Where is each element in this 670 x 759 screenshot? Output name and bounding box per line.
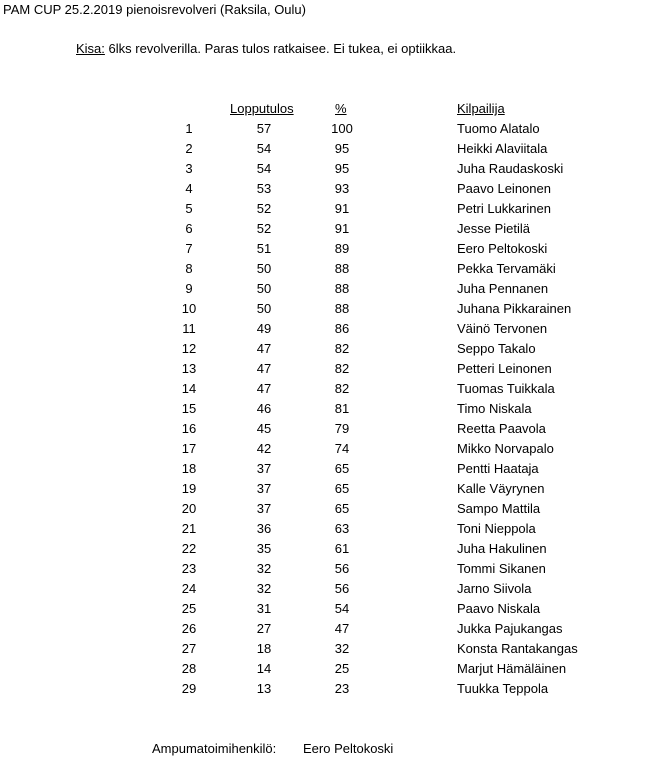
competitor-cell: Heikki Alaviitala <box>457 141 548 156</box>
percent-cell: 65 <box>334 461 350 476</box>
results-table <box>0 121 670 701</box>
rank-cell: 1 <box>185 121 193 136</box>
percent-cell: 74 <box>334 441 350 456</box>
page-title: PAM CUP 25.2.2019 pienoisrevolveri (Raksila, Oulu) <box>3 2 306 17</box>
competitor-cell: Tuukka Teppola <box>457 681 549 696</box>
range-officer-name: Eero Peltokoski <box>303 741 394 756</box>
competitor-cell: Reetta Paavola <box>457 421 546 436</box>
table-row <box>0 361 670 381</box>
competition-info-label: Kisa: <box>76 41 105 56</box>
competitor-cell: Sampo Mattila <box>457 501 541 516</box>
percent-cell: 47 <box>334 621 350 636</box>
table-row <box>0 581 670 601</box>
table-row <box>0 601 670 621</box>
score-cell: 50 <box>256 281 272 296</box>
rank-cell: 29 <box>181 681 197 696</box>
rank-cell: 8 <box>185 261 193 276</box>
competitor-cell: Timo Niskala <box>457 401 532 416</box>
competitor-cell: Marjut Hämäläinen <box>457 661 567 676</box>
competitor-cell: Tuomas Tuikkala <box>457 381 555 396</box>
table-row <box>0 241 670 261</box>
table-row <box>0 381 670 401</box>
score-cell: 37 <box>256 461 272 476</box>
table-row <box>0 521 670 541</box>
table-row <box>0 541 670 561</box>
percent-cell: 82 <box>334 361 350 376</box>
percent-cell: 54 <box>334 601 350 616</box>
table-row <box>0 481 670 501</box>
table-row <box>0 661 670 681</box>
competitor-cell: Juha Hakulinen <box>457 541 547 556</box>
competitor-cell: Väinö Tervonen <box>457 321 548 336</box>
percent-cell: 56 <box>334 581 350 596</box>
score-cell: 45 <box>256 421 272 436</box>
competitor-cell: Pekka Tervamäki <box>457 261 556 276</box>
score-cell: 47 <box>256 341 272 356</box>
rank-cell: 3 <box>185 161 193 176</box>
table-row <box>0 341 670 361</box>
percent-cell: 82 <box>334 381 350 396</box>
score-cell: 18 <box>256 641 272 656</box>
score-cell: 50 <box>256 301 272 316</box>
range-officer-label: Ampumatoimihenkilö: <box>152 741 277 756</box>
rank-cell: 12 <box>181 341 197 356</box>
score-cell: 50 <box>256 261 272 276</box>
table-row <box>0 181 670 201</box>
competitor-cell: Mikko Norvapalo <box>457 441 554 456</box>
rank-cell: 15 <box>181 401 197 416</box>
rank-cell: 27 <box>181 641 197 656</box>
rank-cell: 19 <box>181 481 197 496</box>
rank-cell: 11 <box>182 321 196 336</box>
rank-cell: 4 <box>185 181 193 196</box>
rank-cell: 28 <box>181 661 197 676</box>
percent-cell: 95 <box>334 161 350 176</box>
rank-cell: 9 <box>185 281 193 296</box>
percent-cell: 86 <box>334 321 350 336</box>
percent-cell: 63 <box>334 521 350 536</box>
table-row <box>0 301 670 321</box>
table-row <box>0 201 670 221</box>
score-cell: 47 <box>256 361 272 376</box>
score-cell: 37 <box>256 481 272 496</box>
percent-cell: 65 <box>334 481 350 496</box>
rank-cell: 20 <box>181 501 197 516</box>
header-score: Lopputulos <box>230 101 294 116</box>
percent-cell: 23 <box>334 681 350 696</box>
percent-cell: 93 <box>334 181 350 196</box>
percent-cell: 61 <box>334 541 350 556</box>
score-cell: 51 <box>256 241 272 256</box>
score-cell: 49 <box>256 321 272 336</box>
rank-cell: 22 <box>181 541 197 556</box>
competitor-cell: Toni Nieppola <box>457 521 536 536</box>
rank-cell: 18 <box>181 461 197 476</box>
score-cell: 57 <box>256 121 272 136</box>
rank-cell: 17 <box>181 441 197 456</box>
table-row <box>0 401 670 421</box>
rank-cell: 13 <box>181 361 197 376</box>
score-cell: 35 <box>256 541 272 556</box>
percent-cell: 25 <box>334 661 350 676</box>
percent-cell: 100 <box>331 121 353 136</box>
competitor-cell: Petri Lukkarinen <box>457 201 551 216</box>
rank-cell: 26 <box>181 621 197 636</box>
competitor-cell: Juha Pennanen <box>457 281 549 296</box>
table-row <box>0 421 670 441</box>
percent-cell: 89 <box>334 241 350 256</box>
competitor-cell: Jesse Pietilä <box>457 221 530 236</box>
score-cell: 27 <box>256 621 272 636</box>
percent-cell: 81 <box>334 401 350 416</box>
score-cell: 36 <box>256 521 272 536</box>
score-cell: 32 <box>256 561 272 576</box>
rank-cell: 14 <box>181 381 197 396</box>
table-row <box>0 681 670 701</box>
table-row <box>0 161 670 181</box>
competitor-cell: Paavo Niskala <box>457 601 541 616</box>
rank-cell: 16 <box>181 421 197 436</box>
table-row <box>0 641 670 661</box>
competitor-cell: Jukka Pajukangas <box>457 621 563 636</box>
competitor-cell: Tuomo Alatalo <box>457 121 540 136</box>
score-cell: 31 <box>256 601 272 616</box>
score-cell: 53 <box>256 181 272 196</box>
competitor-cell: Petteri Leinonen <box>457 361 552 376</box>
competitor-cell: Juha Raudaskoski <box>457 161 564 176</box>
rank-cell: 5 <box>185 201 193 216</box>
competitor-cell: Jarno Siivola <box>457 581 532 596</box>
header-competitor: Kilpailija <box>457 101 505 116</box>
rank-cell: 21 <box>181 521 197 536</box>
percent-cell: 56 <box>334 561 350 576</box>
table-row <box>0 321 670 341</box>
rank-cell: 7 <box>185 241 193 256</box>
rank-cell: 23 <box>181 561 197 576</box>
score-cell: 46 <box>256 401 272 416</box>
table-row <box>0 221 670 241</box>
percent-cell: 79 <box>334 421 350 436</box>
table-row <box>0 121 670 141</box>
percent-cell: 65 <box>334 501 350 516</box>
score-cell: 32 <box>256 581 272 596</box>
table-row <box>0 501 670 521</box>
percent-cell: 88 <box>334 261 350 276</box>
percent-cell: 91 <box>334 221 350 236</box>
rank-cell: 6 <box>185 221 193 236</box>
score-cell: 13 <box>256 681 272 696</box>
rank-cell: 10 <box>181 301 197 316</box>
competitor-cell: Kalle Väyrynen <box>457 481 545 496</box>
score-cell: 54 <box>256 141 272 156</box>
competitor-cell: Eero Peltokoski <box>457 241 548 256</box>
score-cell: 42 <box>256 441 272 456</box>
header-percent: % <box>335 101 347 116</box>
competition-info <box>76 41 456 56</box>
score-cell: 52 <box>256 221 272 236</box>
table-row <box>0 461 670 481</box>
percent-cell: 95 <box>334 141 350 156</box>
percent-cell: 88 <box>334 281 350 296</box>
rank-cell: 2 <box>185 141 193 156</box>
table-row <box>0 621 670 641</box>
competitor-cell: Tommi Sikanen <box>457 561 546 576</box>
competitor-cell: Seppo Takalo <box>457 341 536 356</box>
percent-cell: 82 <box>334 341 350 356</box>
percent-cell: 88 <box>334 301 350 316</box>
score-cell: 52 <box>256 201 272 216</box>
rank-cell: 25 <box>181 601 197 616</box>
table-row <box>0 261 670 281</box>
competitor-cell: Konsta Rantakangas <box>457 641 578 656</box>
competitor-cell: Paavo Leinonen <box>457 181 551 196</box>
competition-info-text: 6lks revolverilla. Paras tulos ratkaisee. Ei tukea, ei optiikkaa. <box>104 41 457 56</box>
table-row <box>0 141 670 161</box>
table-row <box>0 441 670 461</box>
percent-cell: 32 <box>334 641 350 656</box>
rank-cell: 24 <box>181 581 197 596</box>
table-row <box>0 281 670 301</box>
score-cell: 47 <box>256 381 272 396</box>
score-cell: 37 <box>256 501 272 516</box>
percent-cell: 91 <box>334 201 350 216</box>
score-cell: 14 <box>256 661 272 676</box>
competitor-cell: Pentti Haataja <box>457 461 539 476</box>
competitor-cell: Juhana Pikkarainen <box>457 301 572 316</box>
table-row <box>0 561 670 581</box>
score-cell: 54 <box>256 161 272 176</box>
